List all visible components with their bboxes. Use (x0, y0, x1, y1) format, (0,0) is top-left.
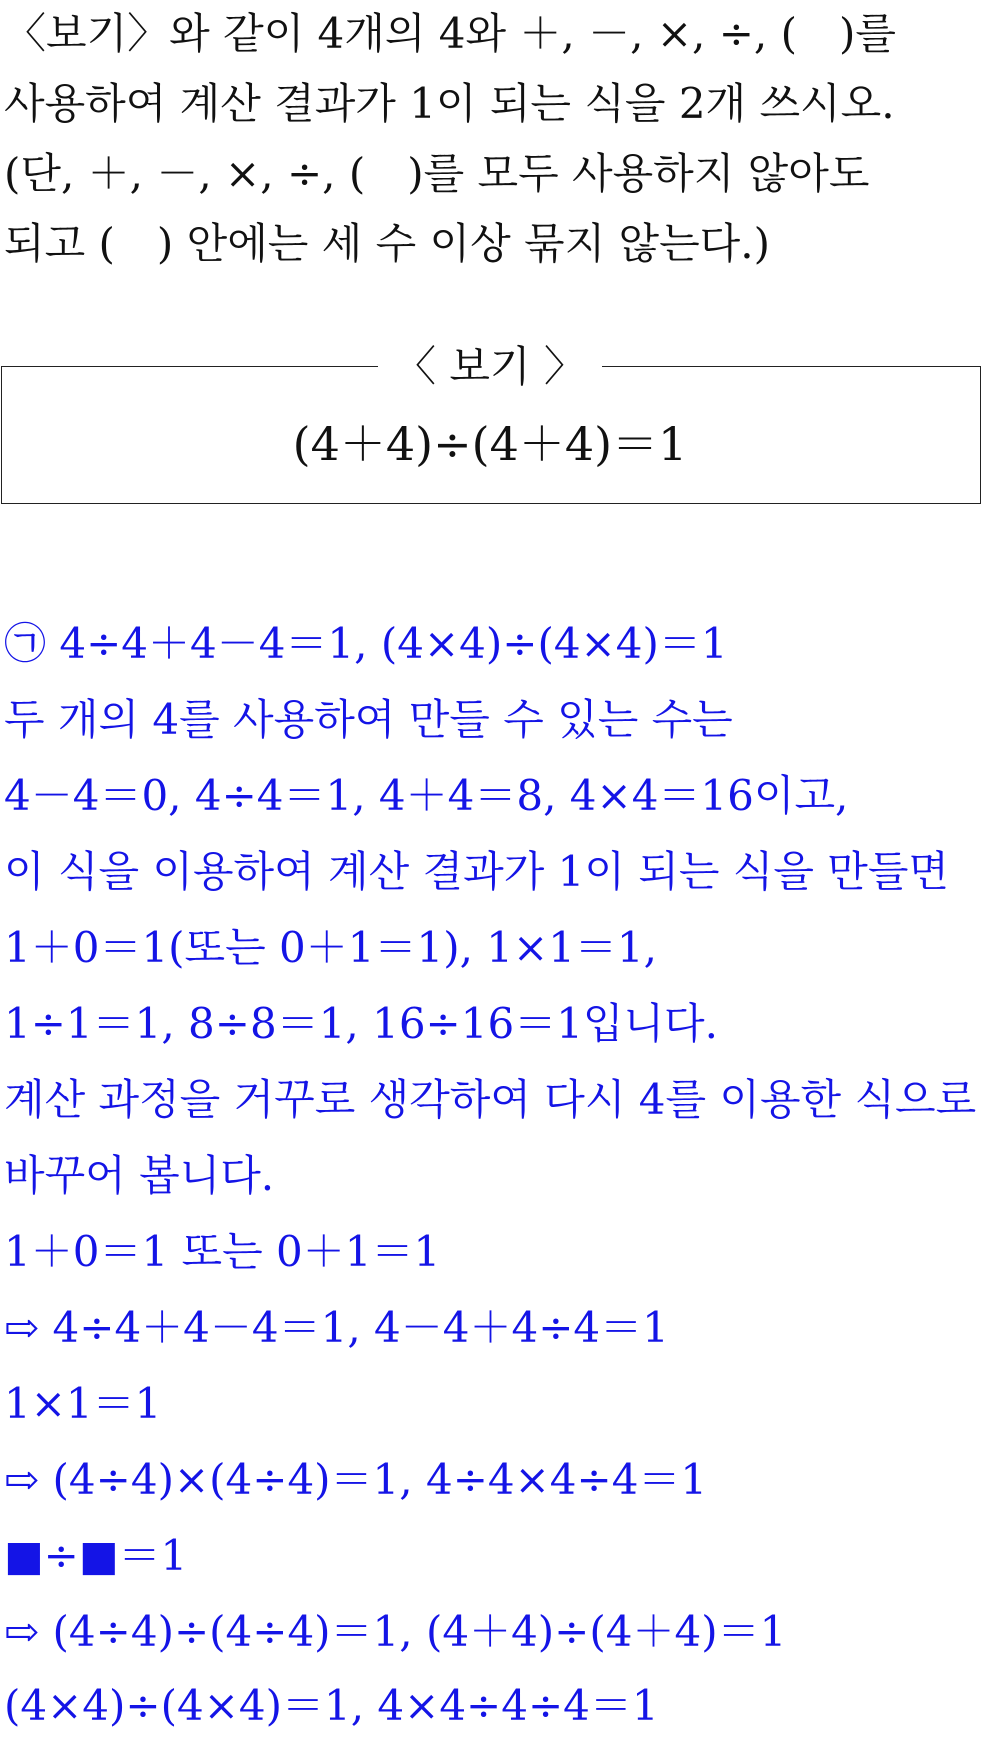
answer-line-6: 1÷1＝1, 8÷8＝1, 16÷16＝1입니다. (4, 999, 718, 1048)
answer-line-8: 바꾸어 봅니다. (4, 1151, 275, 1200)
answer-line-10: ⇨ 4÷4＋4－4＝1, 4－4＋4÷4＝1 (4, 1303, 669, 1352)
question-line-1: 〈보기〉와 같이 4개의 4와 ＋, －, ×, ÷, ( )를 (4, 9, 896, 58)
example-box-title: 〈 보기 〉 (378, 339, 602, 395)
question-line-3: (단, ＋, －, ×, ÷, ( )를 모두 사용하지 않아도 (4, 149, 870, 198)
answer-line-4: 이 식을 이용하여 계산 결과가 1이 되는 식을 만들면 (4, 847, 949, 896)
answer-line-7: 계산 과정을 거꾸로 생각하여 다시 4를 이용한 식으로 (4, 1075, 977, 1124)
answer-line-11: 1×1＝1 (4, 1379, 162, 1428)
answer-line-1: ㉠ 4÷4＋4－4＝1, (4×4)÷(4×4)＝1 (4, 619, 728, 668)
question-line-2: 사용하여 계산 결과가 1이 되는 식을 2개 쓰시오. (4, 79, 895, 128)
question-line-4: 되고 ( ) 안에는 세 수 이상 묶지 않는다.) (4, 219, 770, 268)
answer-line-3: 4－4＝0, 4÷4＝1, 4＋4＝8, 4×4＝16이고, (4, 771, 849, 820)
answer-line-13: ■÷■＝1 (4, 1531, 188, 1580)
example-expression: (4＋4)÷(4＋4)＝1 (292, 417, 688, 471)
answer-line-2: 두 개의 4를 사용하여 만들 수 있는 수는 (4, 695, 733, 744)
answer-line-14: ⇨ (4÷4)÷(4÷4)＝1, (4＋4)÷(4＋4)＝1 (4, 1607, 787, 1656)
answer-line-9: 1＋0＝1 또는 0＋1＝1 (4, 1227, 441, 1276)
answer-line-12: ⇨ (4÷4)×(4÷4)＝1, 4÷4×4÷4＝1 (4, 1455, 708, 1504)
answer-line-15: (4×4)÷(4×4)＝1, 4×4÷4÷4＝1 (4, 1681, 659, 1730)
answer-line-5: 1＋0＝1(또는 0＋1＝1), 1×1＝1, (4, 923, 658, 972)
